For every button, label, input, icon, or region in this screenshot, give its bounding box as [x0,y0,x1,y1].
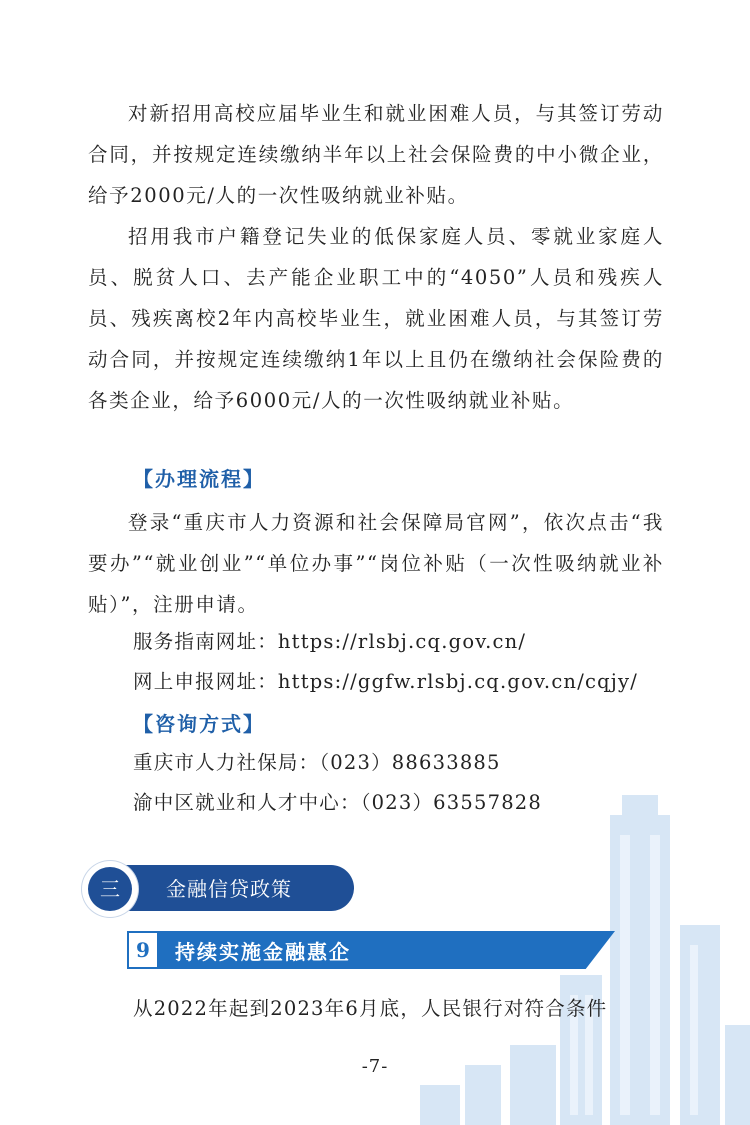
page-number: -7- [361,1056,389,1077]
process-text: 登录“重庆市人力资源和社会保障局官网”，依次点击“我要办”“就业创业”“单位办事”“岗位补贴（一次性吸纳就业补贴）”，注册申请。 [88,511,664,616]
policy-number: 9 [127,931,159,969]
contact-bureau-label: 重庆市人力社保局： [133,751,320,774]
paragraph-subsidy-smes: 对新招用高校应届毕业生和就业困难人员，与其签订劳动合同，并按规定连续缴纳半年以上社会保险费的中小微企业，给予2000元/人的一次性吸纳就业补贴。 [88,102,664,207]
contact-center-phone: （023）63557828 [360,791,543,814]
paragraph-financial-support: 从2022年起到2023年6月底，人民银行对符合条件 [133,997,608,1020]
policy-title: 持续实施金融惠企 [175,940,351,964]
service-guide-label: 服务指南网址： [133,630,278,653]
online-apply-url[interactable]: https://ggfw.rlsbj.cq.gov.cn/cqjy/ [277,670,638,693]
service-guide-url[interactable]: https://rlsbj.cq.gov.cn/ [277,630,527,653]
contact-line-bureau [133,748,501,778]
online-apply-line [133,667,638,697]
contact-bureau-phone: （023）88633885 [319,751,501,774]
online-apply-label: 网上申报网址： [133,670,278,693]
service-guide-line [133,627,526,657]
chapter-banner [82,861,354,917]
chapter-number-badge [82,861,138,917]
paragraph-subsidy-enterprises: 招用我市户籍登记失业的低保家庭人员、零就业家庭人员、脱贫人口、去产能企业职工中的“4050”人员和残疾人员、残疾离校2年内高校毕业生，就业困难人员，与其签订劳动合同，并按规定连续缴纳1年以上且仍在缴纳社会保险费的各类企业，给予6000元/人的一次性吸纳就业补贴。 [88,225,664,412]
contact-heading: 【咨询方式】 [133,712,265,736]
contact-center-label: 渝中区就业和人才中心： [133,791,361,814]
chapter-title: 金融信贷政策 [166,877,292,901]
policy-title-bar [127,931,615,969]
process-heading: 【办理流程】 [133,467,265,491]
contact-line-center [133,788,542,818]
chapter-number: 三 [88,867,132,911]
